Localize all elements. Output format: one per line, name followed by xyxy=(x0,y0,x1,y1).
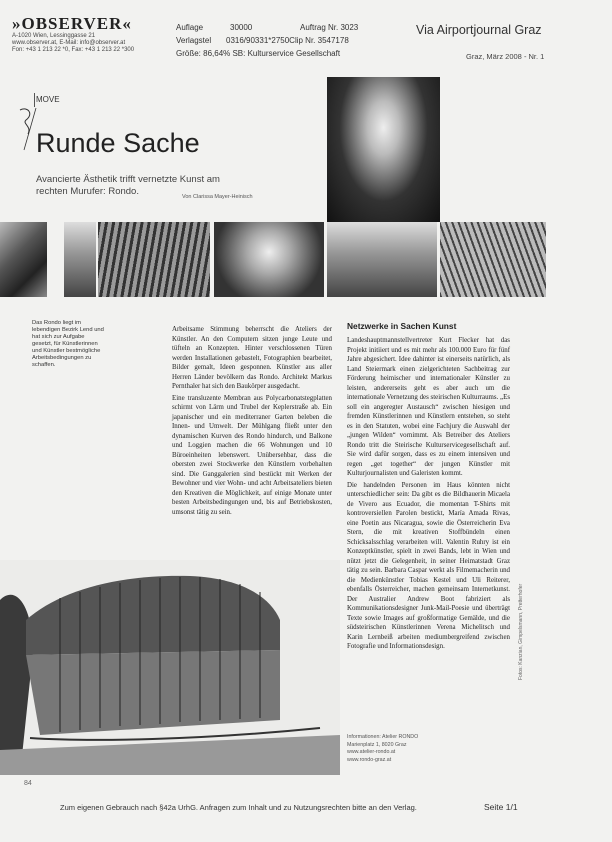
paragraph: Die handelnden Personen im Haus könnten nicht unterschiedlicher sein: Da gibt es die Bildhauerin Micaela de Vivero aus Ecuador, die momentan T-Shirts mit kontroversiellen Parolen bestickt, María Amada Rivas, eine Poetin aus Nicaragua, sowie die Österreicherin Eva Stern, die mit kreativen Stoffbündeln einen Schicksalsschlag verarbeiten will. Valentin Ruhry ist ein Konzeptkünstler, spielt in zwei Bands, lebt in Wien und nützt jetzt die Gelegenheit, in seiner Heimatstadt Graz tätig zu sein. Barbara Caspar werkt als Filmemacherin und die Medienkünstler Tobias Kestel und Uli Reiterer, ebenfalls Österreicher, machen gemeinsam Internetkunst. Der Australier Andrew Boot fabriziert als Kommunikationsdesigner Junk-Mail-Poesie und überträgt Texte sowie Images auf großformatige Gemälde, und die südsteirischen Künstlerinnen Verena Michelitsch und Karin Lernbeiß arbeiten mediumbergreifend zwischen Fotografie und Informationsdesign. xyxy=(347,481,510,650)
auflage-value: 30000 xyxy=(230,23,253,32)
info-block xyxy=(347,734,418,764)
auftrag-number: Auftrag Nr. 3023 xyxy=(300,23,359,32)
info-line: www.rondo-graz.at xyxy=(347,756,392,763)
section-label: MOVE xyxy=(36,95,60,104)
copyright-notice: Zum eigenen Gebrauch nach §42a UrhG. Anfragen zum Inhalt und zu Nutzungsrechten bitte an den Verlag. xyxy=(60,803,417,812)
paragraph: Arbeitsame Stimmung beherrscht die Ateliers der Künstler. An den Computern sitzen junge Leute und tüfteln an Konzepten. Hinter verschlossenen Türen werden Installationen gebastelt, Fotographien bearbeitet, Bilder gemalt, Ideen gesponnen. Künstler aus aller Herren Länder bevölkern das Rondo. Architekt Markus Pernthaler hat sich den Baukörper ausgedacht. xyxy=(172,326,332,390)
article-subtitle: Avancierte Ästhetik trifft vernetzte Kunst am rechten Murufer: Rondo. xyxy=(36,174,220,197)
address-line: A-1020 Wien, Lessinggasse 21 xyxy=(12,33,96,39)
address-line: www.observer.at, E-Mail: info@observer.at xyxy=(12,40,126,46)
page-number: 84 xyxy=(24,780,32,787)
photo-caption: Das Rondo liegt im lebendigen Bezirk Lend und hat sich zur Aufgabe gesetzt, für Künstlerinnen und Künstler bestmögliche Arbeitsbedingungen zu schaffen. xyxy=(32,320,104,368)
strip-photo-architecture xyxy=(98,222,210,297)
verlagstel-label: Verlagstel xyxy=(176,36,212,45)
article-byline: Von Clarissa Mayer-Heinisch xyxy=(182,194,253,200)
info-line: www.atelier-rondo.at xyxy=(347,749,396,755)
article-column-1 xyxy=(172,325,332,519)
info-line: Informationen: Atelier RONDO xyxy=(347,734,419,740)
source-publication: Via Airportjournal Graz xyxy=(416,23,542,37)
portrait-photo xyxy=(327,77,440,222)
column-2-heading: Netzwerke in Sachen Kunst xyxy=(347,321,457,331)
paragraph: Eine transluzente Membran aus Polycarbonatstegplatten schirmt von Lärm und Trubel der Keplerstraße ab. Ein japanischer und ein mediterraner Garten beleben die Innen- und Umwelt. Der Mühlgang fließt unter den dynamischen Kurven des Rondo hindurch, und Balkone und Loggien machen die 66 Wohnungen und 10 Büroeinheiten lebenswert. Unübersehbar, dass die obersten zwei Stockwerke den Künstlern vorbehalten sind. Die Ganggalerien sind bestückt mit Werken der Bewohner und vier Wohn- und acht Arbeitsateliers bieten den Kreativen die Möglichkeit, auf einige Monate unter besten Arbeitsbedingungen und, bis auf Betriebskosten, umsonst tätig zu sein. xyxy=(172,394,332,516)
verlagstel-value: 0316/90331*2750Clip Nr. 3547178 xyxy=(226,36,349,45)
paragraph: Landeshauptmannstellvertreter Kurt Flecker hat das Projekt initiiert und es mit mehr als 100.000 Euro für fünf Jahre abgesichert. Idee dahinter ist einerseits natürlich, als Land Steiermark einen zielgerichteten Sachbeitrag zur Förderung heimischer und internationaler Künstler zu leisten, andererseits geht es aber auch um die internationale Vernetzung des steirischen Kulturraums. „Es soll ein angeregter Austausch“ zwischen hiesigen und fremden Künstlerinnen und Künstlern entstehen, so steht es in den Statuten, wobei eine Fachjury die Auswahl der „jungen Wilden“ vornimmt. Als Betreiber des Ateliers Rondo tritt die Steirische Kulturservicegesellschaft auf. Sie wird dafür sorgen, dass es zu einem intensiven und regen „get together“ der jungen Künstler mit Kulturjournalisten und Galeristen kommt. xyxy=(347,337,510,477)
strip-photo-branches xyxy=(440,222,546,297)
section-rule xyxy=(34,93,35,107)
article-column-2 xyxy=(347,336,510,654)
info-line: Marienplatz 1, 8020 Graz xyxy=(347,741,407,748)
groesse-line: Größe: 86,64% SB: Kulturservice Gesellschaft xyxy=(176,49,341,58)
issue-date: Graz, März 2008 - Nr. 1 xyxy=(466,52,545,61)
observer-logo: »OBSERVER« xyxy=(12,14,132,33)
page-indicator: Seite 1/1 xyxy=(484,802,518,812)
address-line: Fon: +43 1 213 22 *0, Fax: +43 1 213 22 *300 xyxy=(12,47,135,53)
photo-credit: Fotos: Kanzian, Gimpelsmann, Pretterhofer xyxy=(518,583,524,680)
strip-photo-woman xyxy=(0,222,47,297)
strip-photo-interior xyxy=(327,222,437,297)
rondo-building-photo xyxy=(0,560,340,775)
article-title: Runde Sache xyxy=(36,128,200,158)
strip-photo-figure xyxy=(64,222,96,297)
strip-photo-flower xyxy=(214,222,324,297)
auflage-label: Auflage xyxy=(176,23,204,32)
